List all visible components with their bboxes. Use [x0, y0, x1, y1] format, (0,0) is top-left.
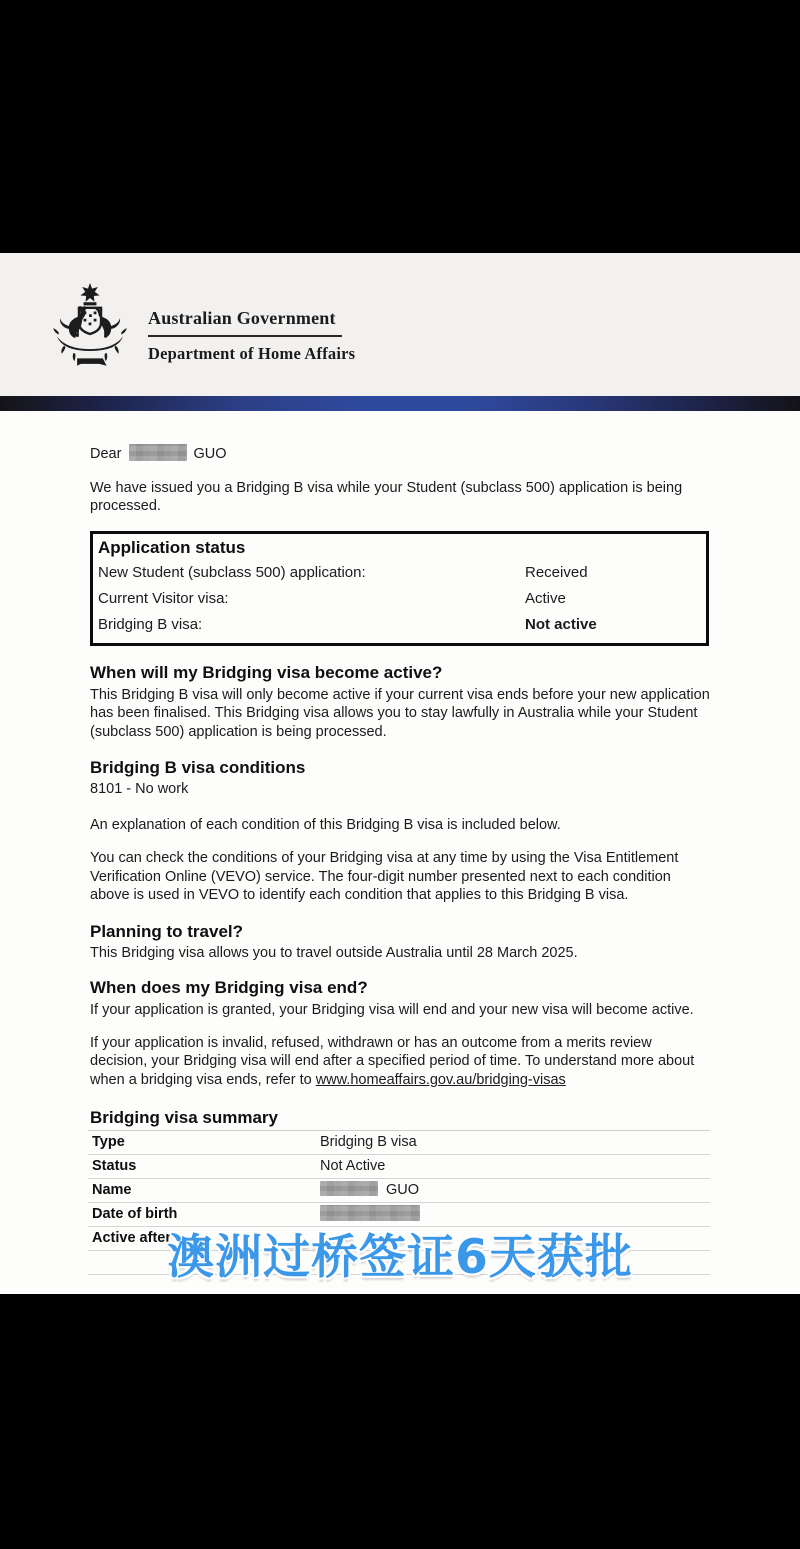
- section-heading-become-active: When will my Bridging visa become active?: [90, 662, 443, 682]
- redacted-first-name: [320, 1181, 378, 1196]
- status-row-bridging: [98, 612, 706, 638]
- salutation-prefix: Dear: [90, 446, 122, 462]
- status-label: New Student (subclass 500) application:: [98, 563, 366, 581]
- status-label: Bridging B visa:: [98, 615, 203, 633]
- section-heading-summary: Bridging visa summary: [90, 1108, 279, 1127]
- summary-value-name: [320, 1179, 419, 1202]
- summary-label: Name: [92, 1182, 132, 1198]
- section-heading-visa-end: When does my Bridging visa end?: [90, 978, 368, 997]
- salutation-line: [90, 444, 710, 464]
- top-black-bar: [0, 0, 800, 253]
- department-title: Department of Home Affairs: [148, 344, 356, 363]
- visa-end-invalid-text: If your application is invalid, refused, withdrawn or has an outcome from a merits review decision, your Bridging visa will end after a specified period of time. To understand more about when a bridging visa ends, refer to: [90, 1034, 695, 1088]
- vevo-paragraph: You can check the conditions of your Bridging visa at any time by using the Visa Entitlement Verification Online (VEVO) service. The four-digit number presented next to each condition above is used in VEVO to identify each condition that applies to this Bridging B visa.: [90, 850, 679, 903]
- status-row-student: [98, 560, 706, 586]
- status-value-not-active: Not active: [525, 615, 597, 633]
- visa-letter-document: [0, 253, 800, 1294]
- summary-value-dob: [320, 1203, 420, 1226]
- become-active-paragraph: This Bridging B visa will only become active if your current visa ends before your new application has been finalised. This Bridging visa allows you to stay lawfully in Australia while your Student (subclass 500) application is being processed.: [90, 686, 710, 740]
- summary-value: Not Active: [320, 1158, 386, 1174]
- summary-row-name: [88, 1179, 710, 1203]
- summary-row-dob: [88, 1203, 710, 1227]
- status-value: Active: [525, 589, 566, 607]
- application-status-box: [90, 531, 709, 646]
- section-heading-travel: Planning to travel?: [90, 921, 244, 941]
- bridging-visas-link[interactable]: www.homeaffairs.gov.au/bridging-visas: [315, 1071, 566, 1088]
- bottom-black-bar: [0, 1294, 800, 1549]
- summary-label: Active after: [92, 1230, 171, 1246]
- summary-row-status: [88, 1155, 710, 1179]
- section-heading-conditions: Bridging B visa conditions: [90, 758, 306, 777]
- letterhead: [0, 253, 800, 396]
- summary-label: Type: [92, 1134, 125, 1150]
- conditions-explanation-paragraph: An explanation of each condition of this Bridging B visa is included below.: [90, 816, 561, 833]
- redacted-date-of-birth: [320, 1205, 420, 1221]
- summary-row-type: [88, 1131, 710, 1155]
- status-label: Current Visitor visa:: [98, 589, 229, 607]
- chinese-caption-overlay: 澳洲过桥签证6天获批: [167, 1230, 633, 1285]
- summary-label: Date of birth: [92, 1206, 178, 1222]
- letter-body: [0, 411, 800, 1275]
- intro-paragraph: We have issued you a Bridging B visa while your Student (subclass 500) application is being processed.: [90, 479, 683, 514]
- travel-paragraph: This Bridging visa allows you to travel outside Australia until 28 March 2025.: [90, 944, 578, 961]
- header-gradient-bar: [0, 396, 800, 411]
- government-title: Australian Government: [148, 308, 336, 328]
- visa-end-granted-paragraph: If your application is granted, your Bridging visa will end and your new visa will become active.: [90, 1002, 694, 1018]
- australian-coat-of-arms-icon: [44, 281, 136, 375]
- letterhead-divider: [148, 335, 342, 337]
- condition-8101: 8101 - No work: [90, 781, 189, 797]
- visa-end-invalid-paragraph: [90, 1034, 710, 1090]
- letterhead-titles: [148, 308, 355, 364]
- salutation-surname: GUO: [193, 446, 227, 462]
- summary-surname: GUO: [386, 1182, 420, 1198]
- redacted-first-name: [129, 444, 187, 461]
- summary-label: Status: [92, 1158, 137, 1174]
- status-row-visitor: [98, 586, 706, 612]
- status-box-title: Application status: [98, 537, 246, 557]
- status-value: Received: [525, 563, 588, 581]
- summary-value: Bridging B visa: [320, 1134, 417, 1150]
